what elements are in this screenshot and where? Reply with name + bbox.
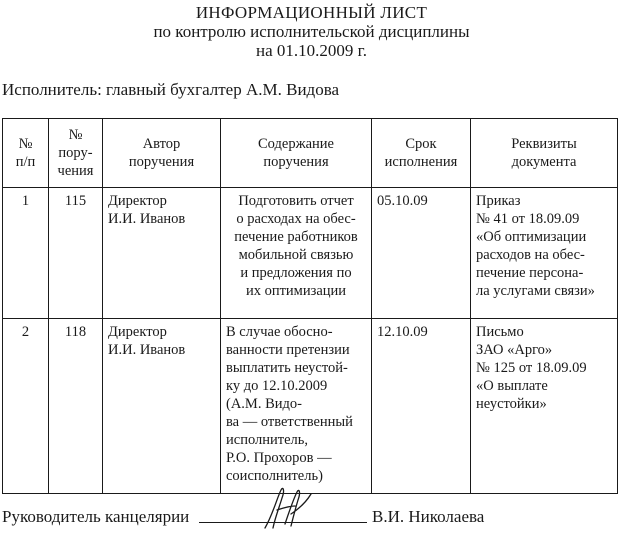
table-row [3, 319, 618, 494]
executor-line: Исполнитель: главный бухгалтер А.М. Видова [2, 80, 340, 99]
cell-text-line: Директор [108, 324, 167, 340]
cell-text-line: неустойки» [476, 396, 547, 412]
cell-text-line: (А.М. Видо- [226, 396, 302, 412]
cell-text-line: документа [511, 154, 577, 170]
cell-text-line: исполнитель, [226, 432, 309, 448]
document-subtitle: по контролю исполнительской дисциплины [153, 22, 470, 41]
cell-text-line: В случае обосно- [226, 324, 333, 340]
cell-author [103, 188, 221, 319]
cell-text-line: Реквизиты [511, 136, 577, 152]
cell-text-line: Подготовить отчет [238, 193, 354, 209]
cell-text-line: ЗАО «Арго» [476, 342, 553, 358]
cell-text-line: ку до 12.10.2009 [226, 378, 328, 394]
cell-text-line: № 125 от 18.09.09 [476, 360, 587, 376]
cell-text-line: соисполнитель) [226, 468, 323, 484]
cell-text-line: и предложения по [240, 265, 352, 281]
cell-text-line: их оптимизации [245, 283, 347, 299]
cell-text-line: И.И. Иванов [108, 342, 186, 358]
cell-order: 118 [49, 319, 103, 494]
cell-text-line: поручения [128, 154, 195, 170]
cell-text-line: Автор [142, 136, 181, 152]
cell-content [221, 188, 372, 319]
cell-text-line: Р.О. Прохоров — [226, 450, 332, 466]
cell-text-line: «Об оптимизации [476, 229, 587, 245]
cell-text-line: И.И. Иванов [108, 211, 186, 227]
footer-name: В.И. Николаева [372, 507, 485, 526]
cell-text-line: Приказ [476, 193, 521, 209]
orders-table [2, 118, 618, 494]
cell-text-line: ва — ответственный [226, 414, 353, 430]
cell-text-line: Письмо [476, 324, 524, 340]
cell-text-line: ванности претензии [226, 342, 350, 358]
table-header-row [3, 119, 618, 188]
cell-author [103, 319, 221, 494]
cell-text-line: о расходах на обес- [236, 211, 356, 227]
cell-text-line: Директор [108, 193, 167, 209]
cell-deadline: 05.10.09 [372, 188, 471, 319]
cell-text-line: чения [57, 163, 94, 179]
document-date: на 01.10.2009 г. [256, 41, 367, 60]
cell-order: 115 [49, 188, 103, 319]
header-author [103, 119, 221, 188]
cell-text-line: № [68, 127, 83, 143]
cell-text-line: «О выплате [476, 378, 548, 394]
header-num [3, 119, 49, 188]
cell-num: 2 [3, 319, 49, 494]
signature-mark [255, 484, 325, 534]
cell-requisites [471, 188, 618, 319]
cell-text-line: исполнения [384, 154, 458, 170]
cell-content [221, 319, 372, 494]
footer-role: Руководитель канцелярии [2, 507, 190, 526]
cell-text-line: Срок [405, 136, 437, 152]
cell-text-line: печение персона- [476, 265, 584, 281]
header-content [221, 119, 372, 188]
cell-text-line: мобильной связью [238, 247, 354, 263]
header-requisites [471, 119, 618, 188]
cell-text-line: печение работников [234, 229, 358, 245]
document-title: ИНФОРМАЦИОННЫЙ ЛИСТ [195, 3, 428, 22]
cell-text-line: Содержание [258, 136, 334, 152]
cell-deadline: 12.10.09 [372, 319, 471, 494]
cell-text-line: расходов на обес- [476, 247, 585, 263]
cell-text-line: № [18, 136, 33, 152]
cell-text-line: пору- [58, 145, 93, 161]
table-row [3, 188, 618, 319]
cell-text-line: № 41 от 18.09.09 [476, 211, 580, 227]
header-deadline [372, 119, 471, 188]
cell-text-line: п/п [15, 154, 36, 170]
cell-text-line: выплатить неустой- [226, 360, 348, 376]
header-order [49, 119, 103, 188]
cell-text-line: поручения [263, 154, 329, 170]
cell-num: 1 [3, 188, 49, 319]
cell-text-line: ла услугами связи» [476, 283, 595, 299]
cell-requisites [471, 319, 618, 494]
